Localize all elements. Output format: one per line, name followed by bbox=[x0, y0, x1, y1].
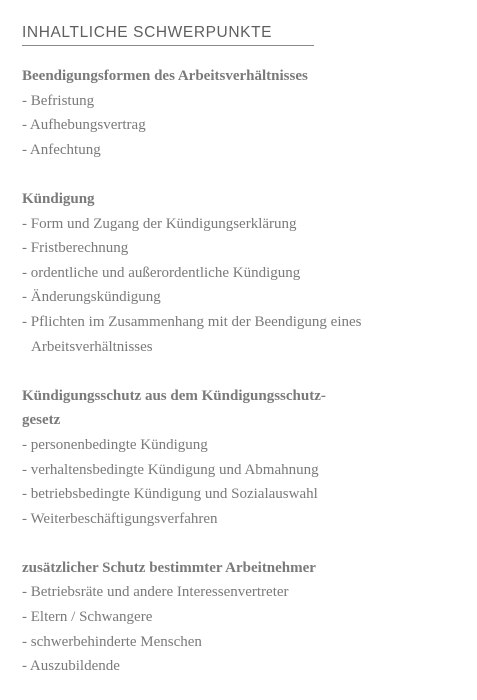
section-heading: Kündigungsschutz aus dem Kündigungsschutz-gesetz bbox=[22, 387, 326, 429]
list-item: - Befristung bbox=[22, 92, 95, 109]
section-beendigungsformen bbox=[22, 64, 462, 162]
list-item: - Pflichten im Zusammenhang mit der Beendigung eines Arbeitsverhältnisses bbox=[22, 313, 362, 355]
section-kuendigungsschutz bbox=[22, 384, 462, 532]
section-heading: Beendigungsformen des Arbeitsverhältnisses bbox=[22, 68, 308, 84]
list-item: - Betriebsräte und andere Interessenvertreter bbox=[22, 584, 289, 601]
list-item: - Fristberechnung bbox=[22, 240, 129, 257]
list-item: - schwerbehinderte Menschen bbox=[22, 633, 202, 650]
content-focus-panel bbox=[22, 22, 462, 679]
title-underline bbox=[22, 45, 314, 46]
section-zusaetzlicher-schutz bbox=[22, 556, 462, 679]
list-item: - Aufhebungsvertrag bbox=[22, 117, 146, 134]
section-heading: zusätzlicher Schutz bestimmter Arbeitnehmer bbox=[22, 559, 316, 576]
page-title: INHALTLICHE SCHWERPUNKTE bbox=[22, 24, 273, 41]
list-item: - verhaltensbedingte Kündigung und Abmahnung bbox=[22, 461, 319, 478]
list-item: - Weiterbeschäftigungsverfahren bbox=[22, 510, 218, 527]
list-item: - Änderungskündigung bbox=[22, 289, 161, 306]
section-heading: Kündigung bbox=[22, 190, 95, 207]
list-item: - Eltern / Schwangere bbox=[22, 609, 153, 626]
list-item: - Form und Zugang der Kündigungserklärung bbox=[22, 215, 297, 232]
list-item: - betriebsbedingte Kündigung und Sozialauswahl bbox=[22, 486, 318, 503]
section-kuendigung bbox=[22, 187, 462, 359]
list-item: - Anfechtung bbox=[22, 141, 101, 158]
list-item: - ordentliche und außerordentliche Kündigung bbox=[22, 264, 301, 281]
list-item: - personenbedingte Kündigung bbox=[22, 436, 208, 453]
list-item: - Auszubildende bbox=[22, 658, 120, 675]
